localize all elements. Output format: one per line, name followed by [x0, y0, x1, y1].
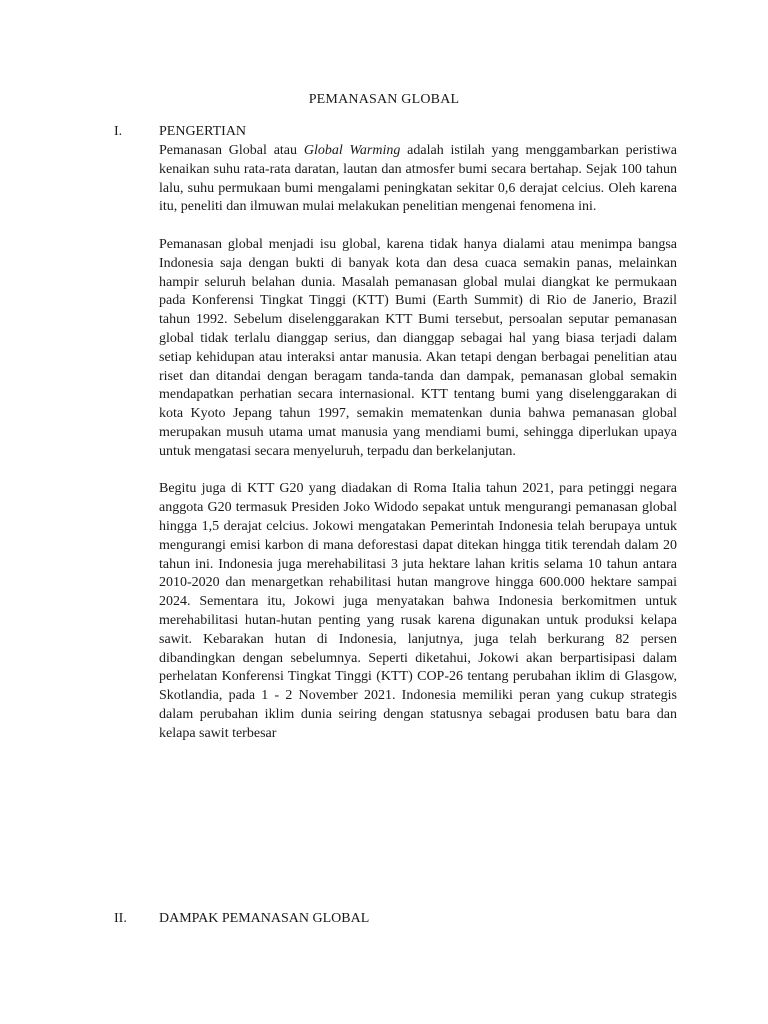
section-1-heading: PENGERTIAN: [159, 124, 247, 139]
paragraph-2: Pemanasan global menjadi isu global, karena tidak hanya dialami atau menimpa bangsa Indonesia saja dengan bukti di banyak kota dan desa cuaca semakin panas, melainkan hampir seluruh belahan dunia. Masalah pemanasan global mulai diangkat ke permukaan pada Konferensi Tingkat Tinggi (KTT) Bumi (Earth Summit) di Rio de Janerio, Brazil tahun 1992. Sebelum diselenggarakan KTT Bumi tersebut, persoalan seputar pemanasan global tidak terlalu dianggap serius, dan dianggap sebagai hal yang biasa terjadi dalam setiap kehidupan atau interaksi antar manusia. Akan tetapi dengan berbagai penelitian atau riset dan ditandai dengan beragam tanda-tanda dan dampak, pemanasan global semakin mendapatkan perhatian secara internasional. KTT tentang bumi yang diselenggarakan di kota Kyoto Jepang tahun 1997, semakin mematenkan dunia bahwa pemanasan global merupakan musuh utama umat manusia yang mendiami bumi, sehingga diperlukan upaya untuk mengatasi secara menyeluruh, terpadu dan berkelanjutan.: [159, 236, 677, 459]
paragraph-1-text-end: adalah istilah yang menggambarkan peristiwa kenaikan suhu rata-rata daratan, lautan dan atmosfer bumi secara bertahap. Sejak 100 tahun lalu, suhu permukaan bumi mengalami peningkatan sekitar 0,6 derajat celcius. Oleh karena itu, peneliti dan ilmuwan mulai melakukan penelitian mengenai fenomena ini.: [159, 143, 677, 215]
document-title: PEMANASAN GLOBAL: [308, 92, 460, 107]
section-2-number: II.: [114, 911, 127, 926]
paragraph-1-italic-term: Global Warming: [303, 143, 401, 158]
section-1-body: [159, 142, 677, 744]
section-2-heading: DAMPAK PEMANASAN GLOBAL: [159, 911, 370, 926]
paragraph-3: Begitu juga di KTT G20 yang diadakan di Roma Italia tahun 2021, para petinggi negara anggota G20 termasuk Presiden Joko Widodo sepakat untuk mengurangi pemanasan global hingga 1,5 derajat celcius. Jokowi mengatakan Pemerintah Indonesia telah berupaya untuk mengurangi emisi karbon di mana deforestasi dapat ditekan hingga titik terendah dalam 20 tahun ini. Indonesia juga merehabilitasi 3 juta hektare lahan kritis selama 10 tahun antara 2010-2020 dan menargetkan rehabilitasi hutan mangrove hingga 600.000 hektare sampai 2024. Sementara itu, Jokowi juga menyatakan bahwa Indonesia berkomitmen untuk merehabilitasi hutan-hutan penting yang rusak karena digunakan untuk produksi kelapa sawit. Kebarakan hutan di Indonesia, lanjutnya, juga telah berkurang 82 persen dibandingkan dengan sebelumnya. Seperti diketahui, Jokowi akan berpartisipasi dalam perhelatan Konferensi Tingkat Tinggi (KTT) COP-26 tentang perubahan iklim di Glasgow, Skotlandia, pada 1 - 2 November 2021. Indonesia memiliki peran yang cukup strategis dalam perubahan iklim dunia seiring dengan statusnya sebagai produsen batu bara dan kelapa sawit terbesar: [159, 481, 677, 741]
paragraph-1: [159, 142, 677, 217]
paragraph-1-text-start: Pemanasan Global atau: [159, 143, 304, 158]
section-1-number: I.: [114, 124, 123, 139]
